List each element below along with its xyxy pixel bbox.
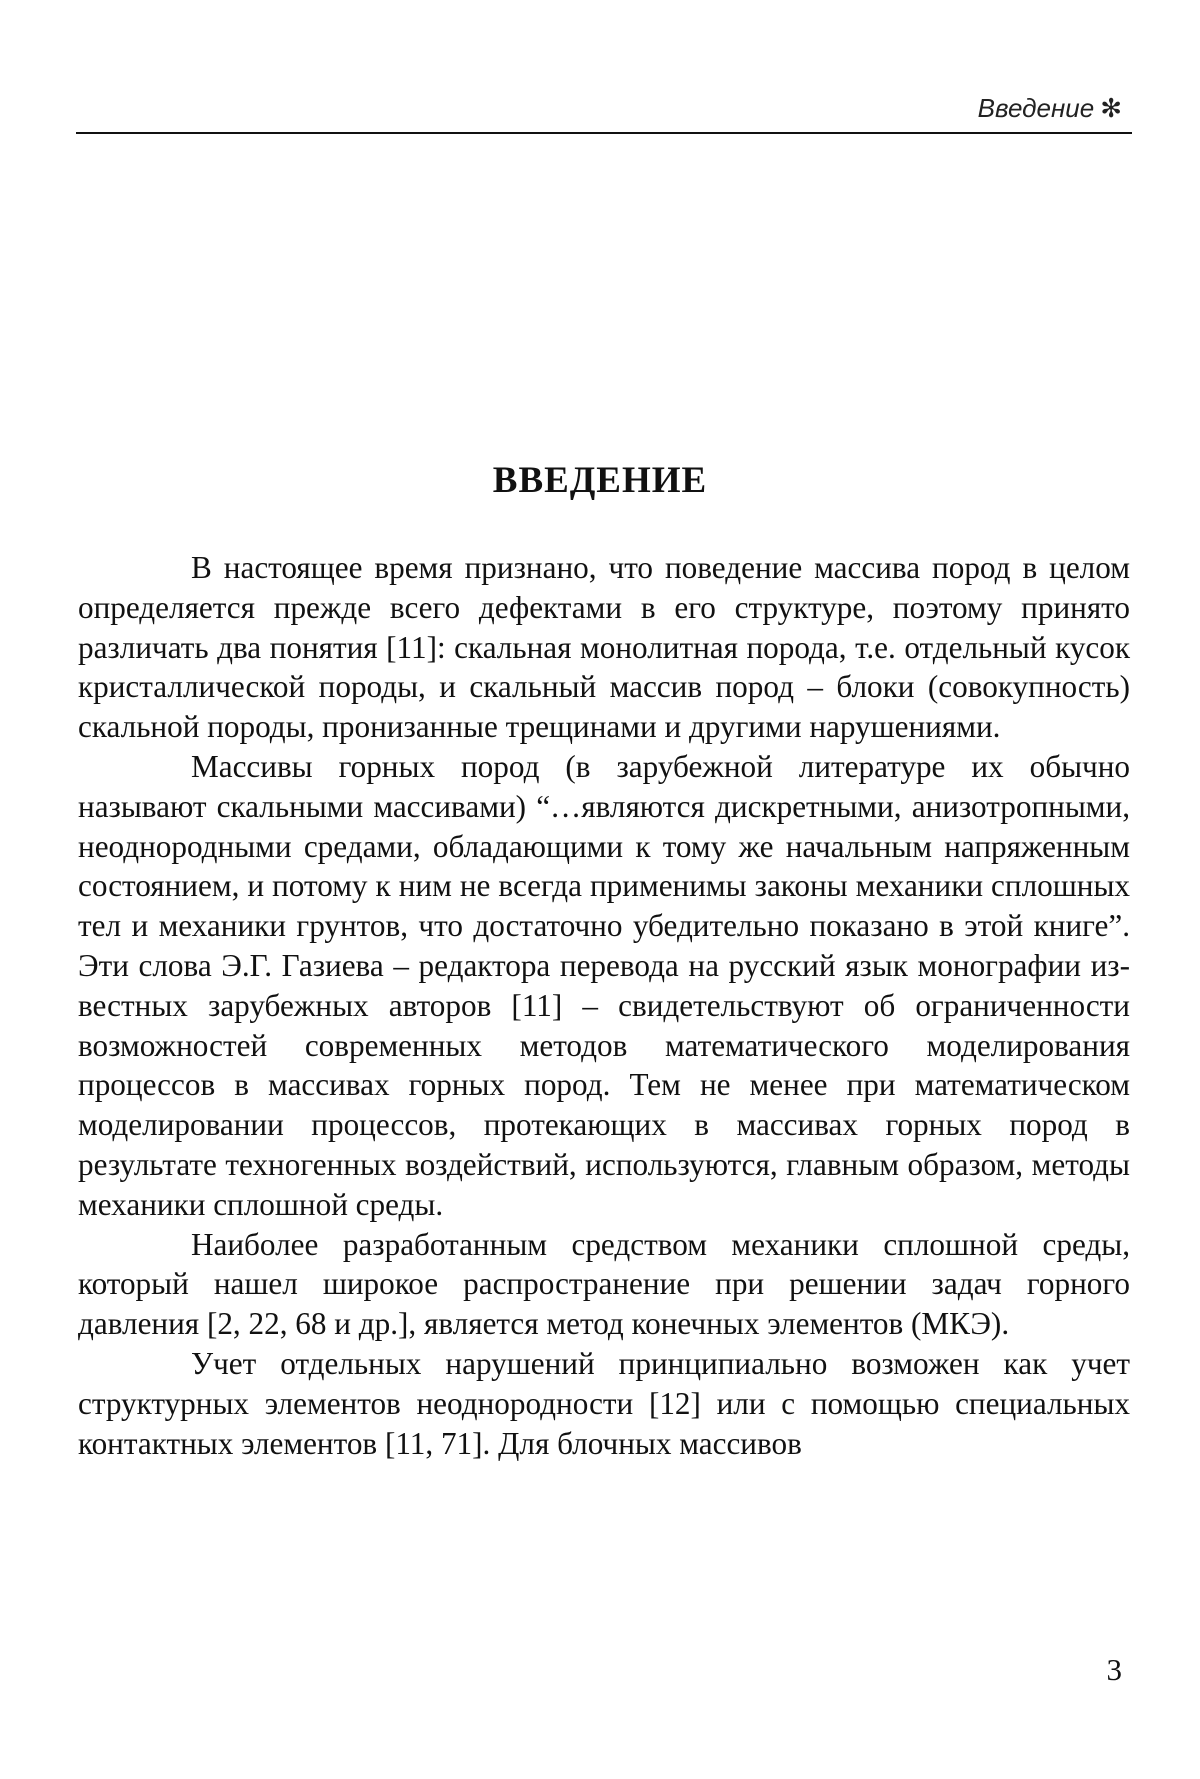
paragraph-3: Наиболее разработанным средством механики сплошной среды, который нашел широкое распространение при решении задач горного давления [2, 22, 68 и др.], является метод конечных элементов (МКЭ). xyxy=(78,1226,1130,1342)
running-header xyxy=(978,92,1122,124)
paragraph-1: В настоящее время признано, что поведение массива пород в целом определяется прежде всего дефектами в его структуре, поэтому принято различать два понятия [11]: скальная монолитная порода, т.е. отдельный кусок кристаллической породы, и скальный массив пород – блоки (совокупность) скальной породы, пронизанные трещинами и другими нарушениями. xyxy=(78,550,1130,745)
chapter-title: ВВЕДЕНИЕ xyxy=(492,460,708,501)
body-text xyxy=(78,548,1130,1463)
paragraph-2: Массивы горных пород (в зарубежной литературе их обычно называют скальными массивами) “…являются дискретными, анизотропными, неоднородными средами, обладающими к тому же начальным напряженным состоянием, и потому к ним не всегда применимы законы механики сплошных тел и механики грунтов, что достаточно убедительно показано в этой книге”. Эти слова Э.Г. Газиева – редактора перевода на русский язык монографии известных зарубежных авторов [11] – свидетельствуют об ограниченности возможностей современных методов математического моделирования процессов в массивах горных пород. Тем не менее при математическом моделировании процессов, протекающих в массивах горных пород в результате техногенных воздействий, используются, главным образом, методы механики сплошной среды. xyxy=(78,748,1130,1222)
header-rule xyxy=(76,132,1132,134)
page-number: 3 xyxy=(1106,1652,1122,1687)
running-header-title: Введение xyxy=(977,93,1095,123)
paragraph-4: Учет отдельных нарушений принципиально возможен как учет структурных элементов неоднородности [12] или с помощью специальных контактных элементов [11, 71]. Для блочных массивов xyxy=(78,1345,1130,1461)
asterisk-ornament-icon: ✻ xyxy=(1100,93,1122,123)
